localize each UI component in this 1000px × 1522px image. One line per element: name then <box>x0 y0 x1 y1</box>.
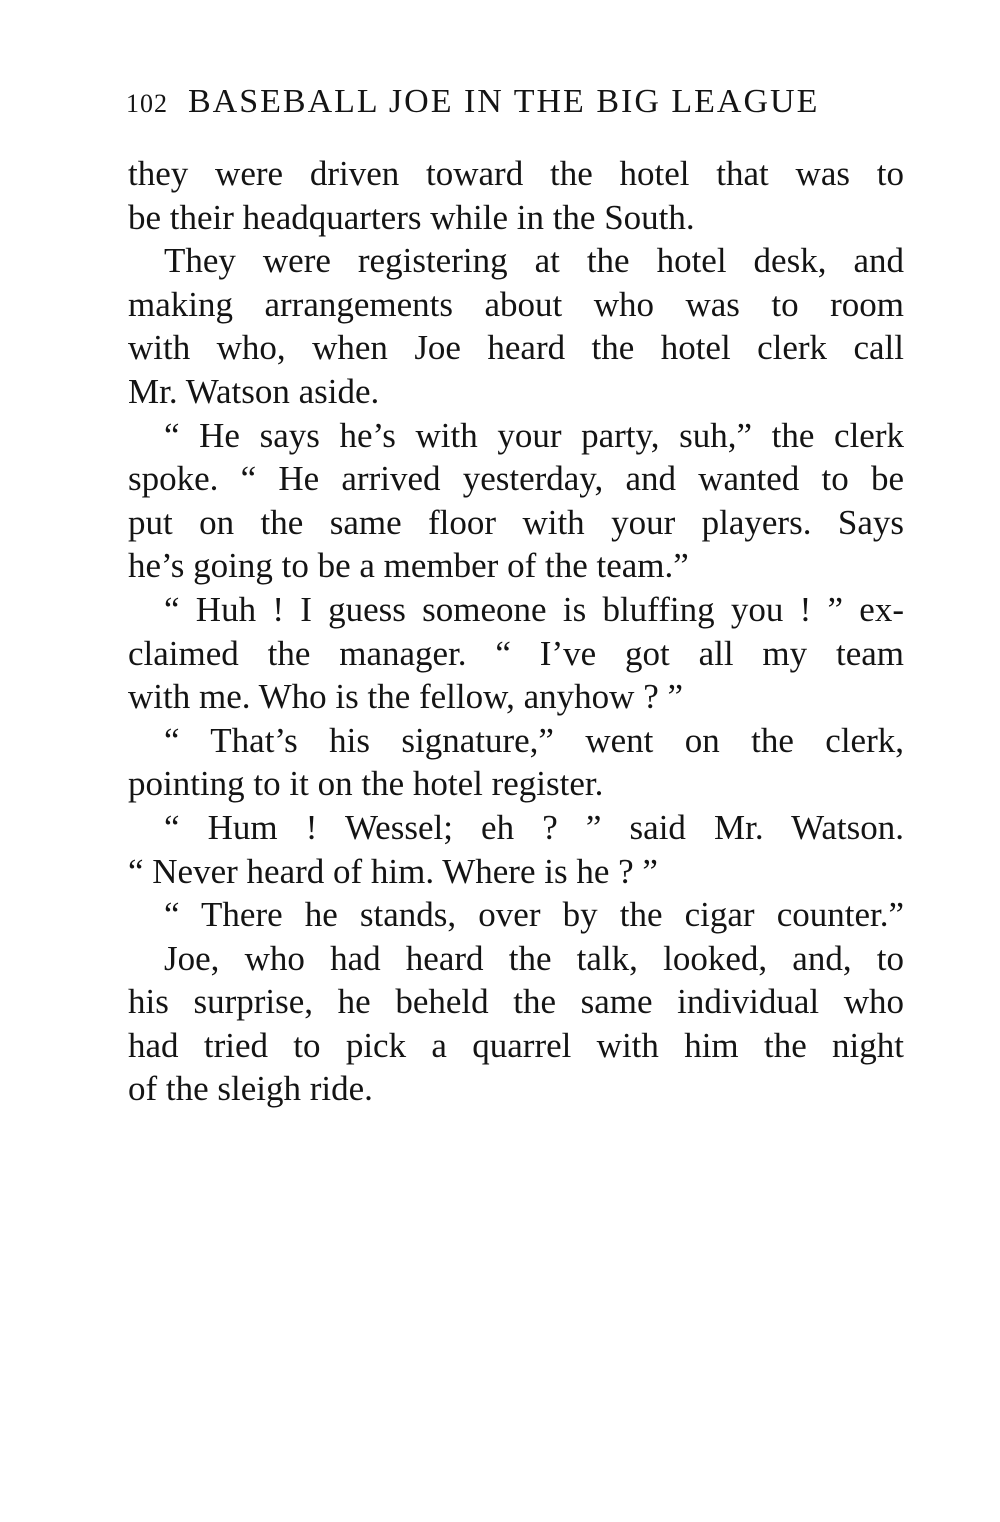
text-line: his surprise, he beheld the same individual who <box>128 982 904 1022</box>
text-line: claimed the manager. “ I’ve got all my team <box>128 633 904 673</box>
text-line: “ Never heard of him. Where is he ? ” <box>128 851 658 891</box>
text-line: “ That’s his signature,” went on the clerk, <box>164 720 904 760</box>
text-line: making arrangements about who was to room <box>128 284 904 324</box>
running-head <box>126 80 906 124</box>
text-line: “ He says he’s with your party, suh,” the clerk <box>164 415 904 455</box>
text-line: of the sleigh ride. <box>128 1069 373 1109</box>
text-line: pointing to it on the hotel register. <box>128 764 604 804</box>
text-line: Mr. Watson aside. <box>128 371 380 411</box>
text-line: “ Huh ! I guess someone is bluffing you ! ” ex- <box>164 589 904 629</box>
text-line: with me. Who is the fellow, anyhow ? ” <box>128 677 684 717</box>
text-line: Joe, who had heard the talk, looked, and, to <box>164 938 904 978</box>
running-title: BASEBALL JOE IN THE BIG LEAGUE <box>188 83 820 120</box>
text-line: “ Hum ! Wessel; eh ? ” said Mr. Watson. <box>164 807 904 847</box>
text-line: put on the same floor with your players. Says <box>128 502 904 542</box>
body-text <box>128 152 904 1111</box>
text-line: they were driven toward the hotel that was to <box>128 154 904 193</box>
text-line: he’s going to be a member of the team.” <box>128 546 689 586</box>
text-line: They were registering at the hotel desk, and <box>164 241 904 281</box>
text-line: spoke. “ He arrived yesterday, and wanted to be <box>128 459 904 499</box>
text-line: with who, when Joe heard the hotel clerk call <box>128 328 904 368</box>
text-line: “ There he stands, over by the cigar counter.” <box>164 895 904 935</box>
text-line: had tried to pick a quarrel with him the night <box>128 1025 904 1065</box>
text-line: be their headquarters while in the South. <box>128 197 695 237</box>
page-number: 102 <box>126 89 168 118</box>
